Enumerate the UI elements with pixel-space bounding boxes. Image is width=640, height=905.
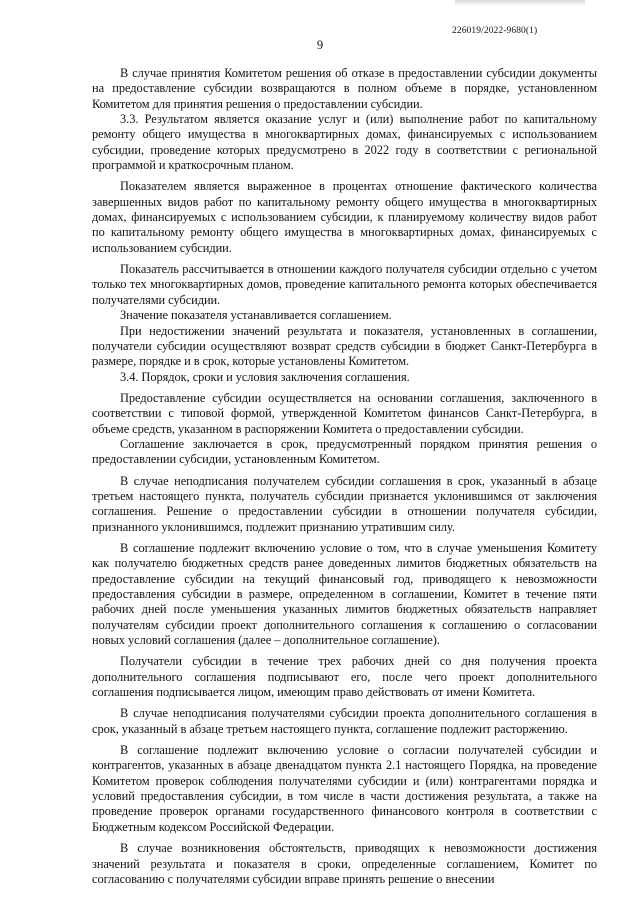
paragraph-refusal-return: В случае принятия Комитетом решения об отказе в предоставлении субсидии документы на предоставление субсидии возвращаются в полном объеме в порядке, установленном Комитетом для принятия решения о предоставлении субсидии.: [92, 66, 597, 111]
paragraph-3-3-result: 3.3. Результатом является оказание услуг и (или) выполнение работ по капитальному ремонту общего имущества в многоквартирных домах, финансируемых с использованием субсидии, проведение которых предусмотрено в 2022 году в соответствии с региональной программой и краткосрочным планом.: [92, 112, 597, 173]
paragraph-non-signing: В случае неподписания получателем субсидии соглашения в срок, указанный в абзаце третьем настоящего пункта, получатель субсидии признается уклонившимся от заключения соглашения. Решение о предоставлении субсидии в отношении получателя субсидии, признанного уклонившимся, подлежит признанию утратившим силу.: [92, 473, 597, 534]
document-body: [92, 66, 597, 887]
paragraph-termination: В случае неподписания получателями субсидии проекта дополнительного соглашения в срок, указанный в абзаце третьем настоящего пункта, соглашение подлежит расторжению.: [92, 706, 597, 736]
paragraph-agreement-basis: Предоставление субсидии осуществляется на основании соглашения, заключенного в соответствии с типовой формой, утвержденной Комитетом финансов Санкт-Петербурга, в объеме средств, указанном в распоряжении Комитета о предоставлении субсидии.: [92, 390, 597, 436]
paragraph-indicator-definition: Показателем является выраженное в процентах отношение фактического количества завершенных видов работ по капитальному ремонту общего имущества в многоквартирных домах, финансируемых с использованием субсидии, к планируемому количеству видов работ по капитальному ремонту общего имущества в многоквартирных домах, финансируемых с использованием субсидии.: [92, 179, 597, 255]
paragraph-inspections-consent: В соглашение подлежит включению условие о согласии получателей субсидии и контрагентов, указанных в абзаце двенадцатом пункта 2.1 настоящего Порядка, на проведение Комитетом проверок соблюдения получателями субсидии и (или) контрагентами порядка и условий предоставления субсидии, в том числе в части достижения результата, а также на проведение проверок органами государственного финансового контроля в соответствии с Бюджетным кодексом Российской Федерации.: [92, 743, 597, 834]
scan-edge-shadow: [455, 0, 585, 6]
paragraph-indicator-value: Значение показателя устанавливается соглашением.: [120, 308, 392, 323]
paragraph-limit-reduction: В соглашение подлежит включению условие о том, что в случае уменьшения Комитету как получателю бюджетных средств ранее доведенных лимитов бюджетных обязательств на предоставление субсидии на текущий финансовый год, приводящего к невозможности предоставления субсидии в размере, определенном в соглашении, Комитет в течение пяти рабочих дней после уменьшения указанных лимитов бюджетных обязательств направляет получателям субсидии проект дополнительного соглашения к соглашению о согласовании новых условий соглашения (далее – дополнительное соглашение).: [92, 540, 597, 648]
paragraph-agreement-term: Соглашение заключается в срок, предусмотренный порядком принятия решения о предоставлении субсидии, установленным Комитетом.: [92, 436, 597, 467]
paragraph-additional-agreement: Получатели субсидии в течение трех рабочих дней со дня получения проекта дополнительного соглашения подписывают его, после чего проект дополнительного соглашения подписывается лицом, имеющим право действовать от имени Комитета.: [92, 654, 597, 700]
paragraph-circumstances: В случае возникновения обстоятельств, приводящих к невозможности достижения значений результата и показателя в сроки, определенные соглашением, Комитет по согласованию с получателями субсидии вправе принять решение о внесении: [92, 841, 597, 886]
document-id: 226019/2022-9680(1): [452, 26, 538, 36]
paragraph-3-4-heading: 3.4. Порядок, сроки и условия заключения соглашения.: [120, 369, 410, 384]
paragraph-non-achievement: При недостижении значений результата и показателя, установленных в соглашении, получатели субсидии осуществляют возврат средств субсидии в бюджет Санкт-Петербурга в размере, порядке и в срок, которые установлены Комитетом.: [92, 323, 597, 369]
paragraph-indicator-calculation: Показатель рассчитывается в отношении каждого получателя субсидии отдельно с учетом только тех многоквартирных домов, проведение капитального ремонта которых обеспечивается получателями субсидии.: [92, 262, 597, 307]
page-number: 9: [316, 38, 324, 52]
